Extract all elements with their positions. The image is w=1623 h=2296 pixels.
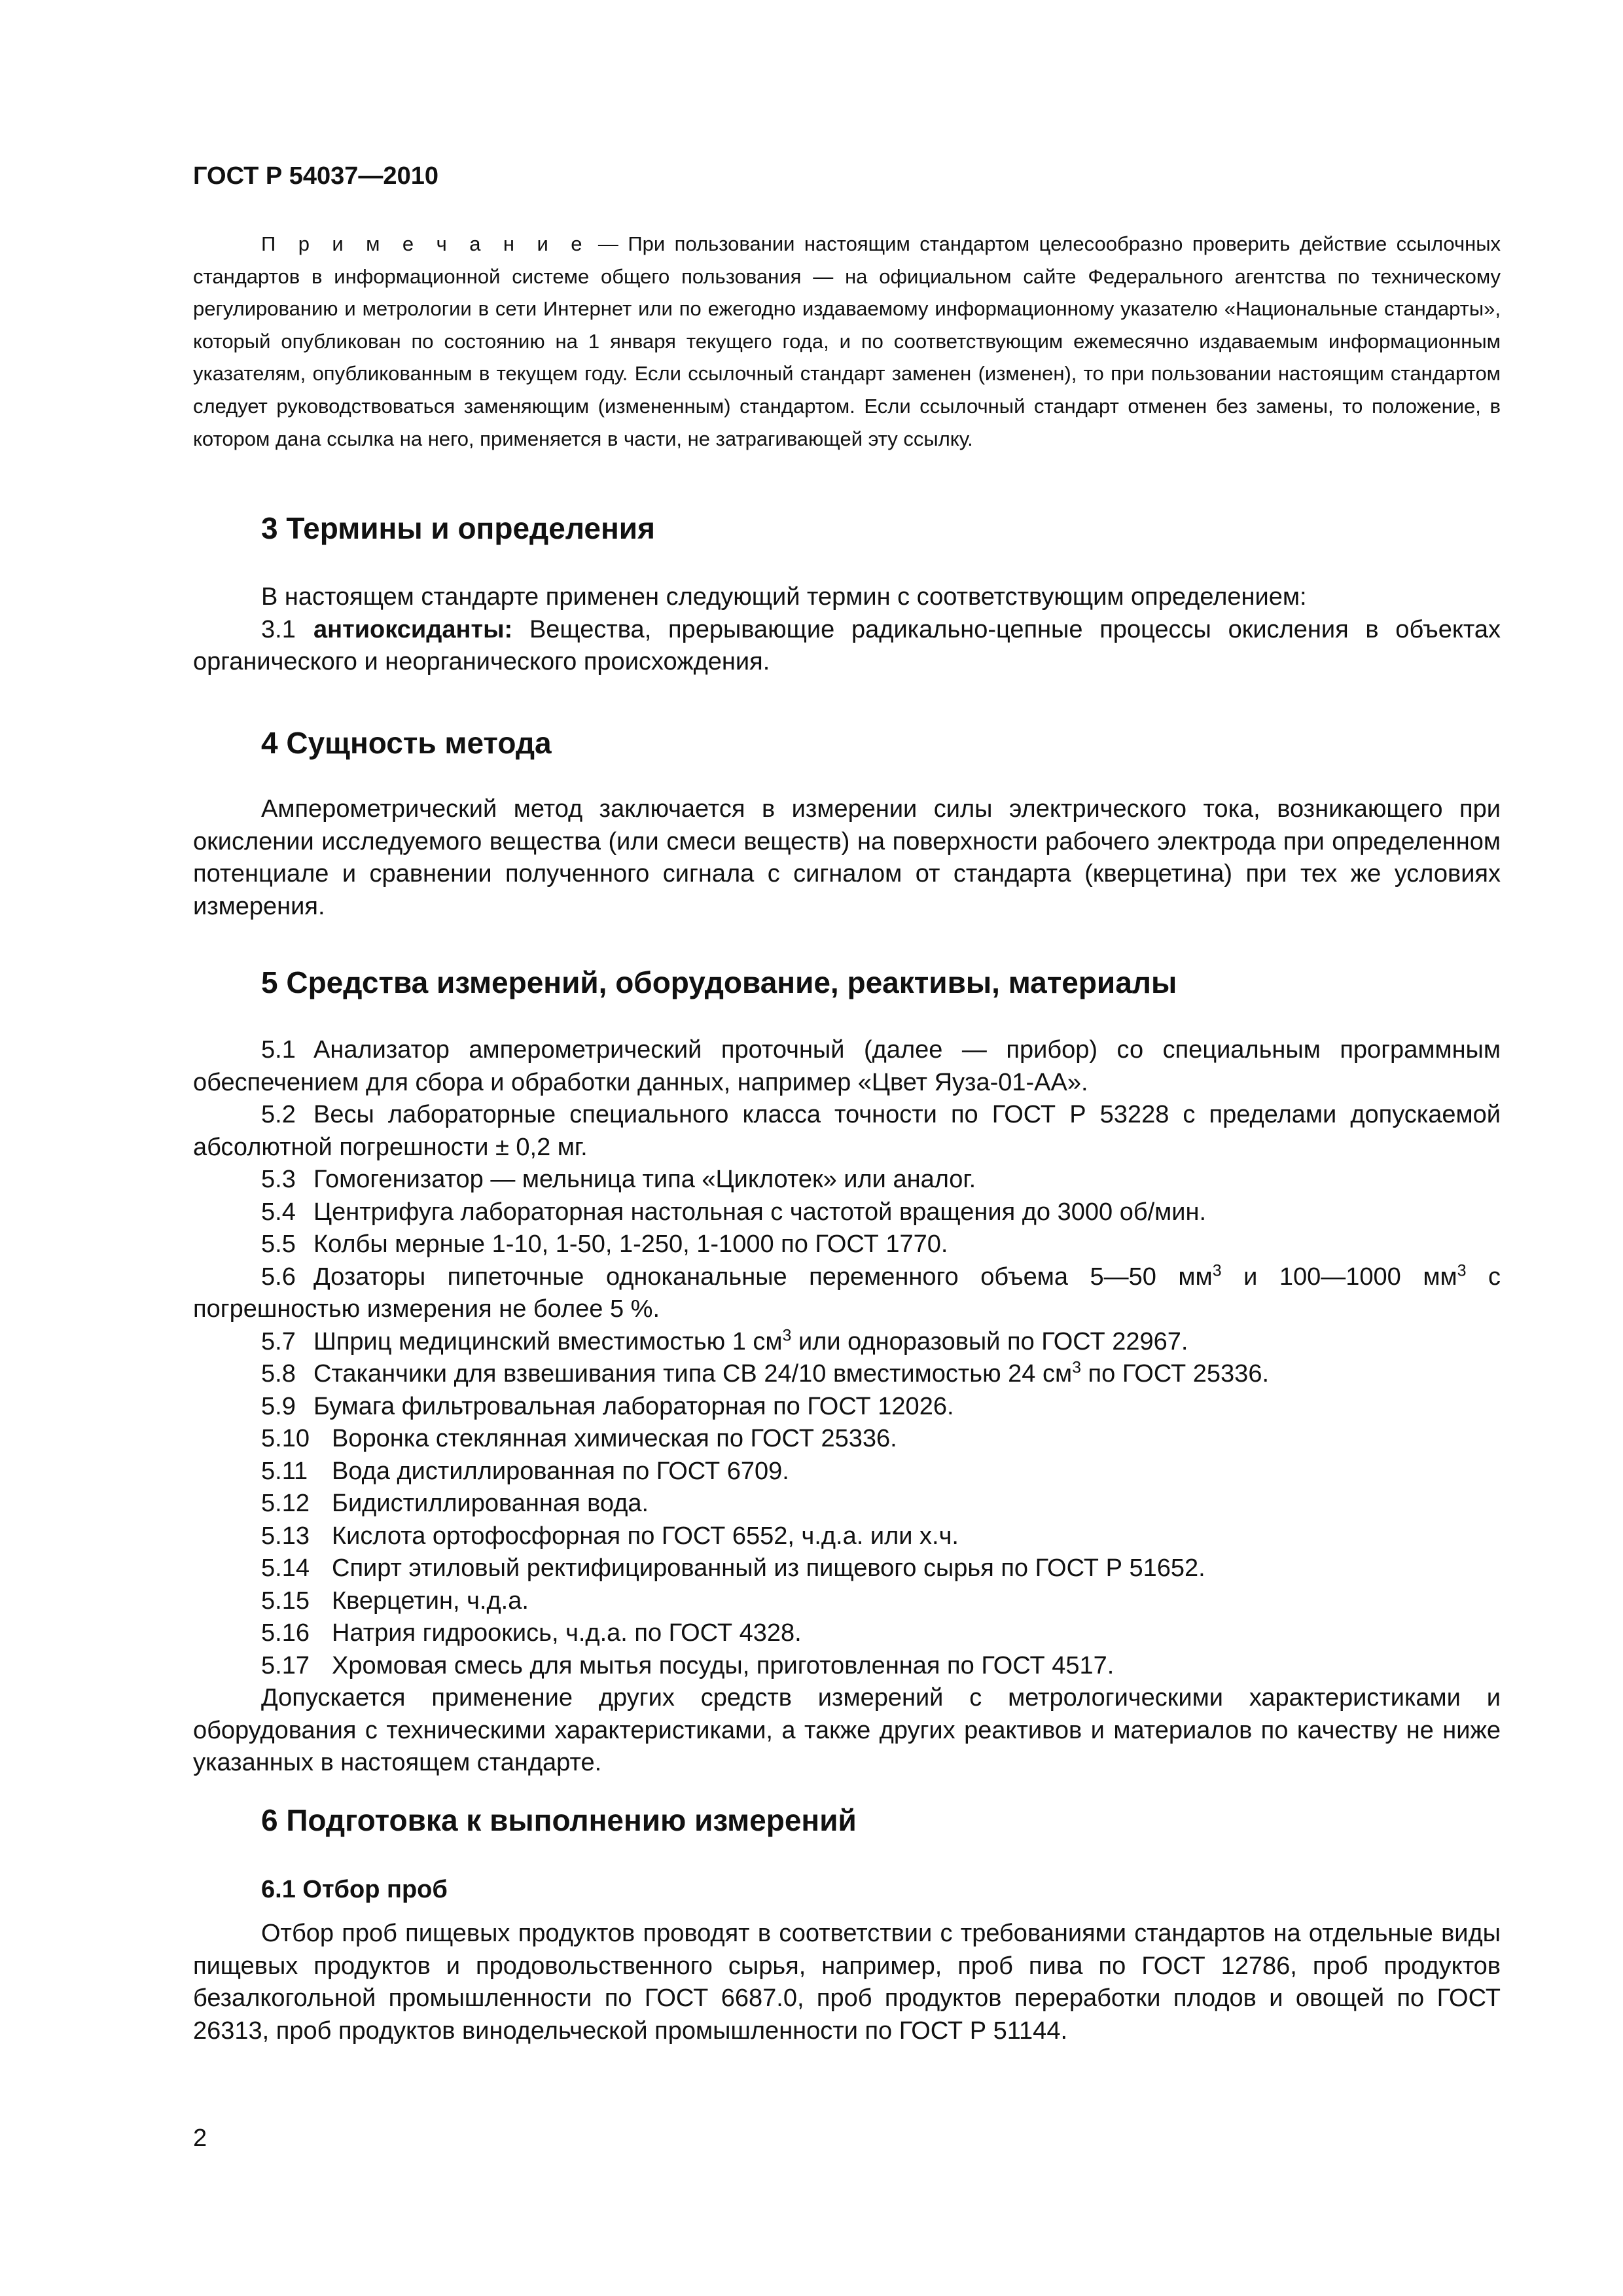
page-number: 2 bbox=[193, 2125, 207, 2152]
section-6-text: Отбор проб пищевых продуктов проводят в соответствии с требованиями стандартов на отдельные виды пищевых продуктов и продовольственного сырья, например, проб пива по ГОСТ 12786, проб продуктов безалкогольной промышленности по ГОСТ 6687.0, проб продуктов переработки плодов и овощей по ГОСТ 26313, проб продуктов винодельческой промышленности по ГОСТ Р 51144. bbox=[193, 1920, 1501, 2045]
list-item bbox=[193, 1552, 1501, 1585]
section-6-1-title: 6.1 Отбор проб bbox=[261, 1876, 448, 1903]
item-number: 5.5 bbox=[261, 1230, 296, 1258]
section-4-title: 4 Сущность метода bbox=[261, 726, 552, 760]
item-number: 5.16 bbox=[261, 1619, 310, 1647]
section-5-body bbox=[193, 1034, 1501, 1780]
list-item bbox=[193, 1099, 1501, 1164]
item-number: 5.7 bbox=[261, 1327, 296, 1355]
list-item bbox=[193, 1617, 1501, 1650]
item-text: Натрия гидроокись, ч.д.а. по ГОСТ 4328. bbox=[332, 1619, 802, 1647]
item-text: с погрешностью измерения не более 5 %. bbox=[193, 1263, 1501, 1323]
superscript: 3 bbox=[1212, 1261, 1222, 1280]
item-text: Воронка стеклянная химическая по ГОСТ 25336. bbox=[332, 1425, 897, 1452]
list-item bbox=[193, 1261, 1501, 1326]
item-text: Стаканчики для взвешивания типа СВ 24/10 вместимостью 24 см bbox=[313, 1360, 1073, 1388]
item-text: и 100—1000 мм bbox=[1221, 1263, 1457, 1291]
item-number: 5.6 bbox=[261, 1263, 296, 1291]
item-number: 5.10 bbox=[261, 1425, 310, 1452]
item-text: Кислота ортофосфорная по ГОСТ 6552, ч.д.а. или х.ч. bbox=[332, 1522, 959, 1550]
superscript: 3 bbox=[782, 1325, 792, 1344]
item-text: Кверцетин, ч.д.а. bbox=[332, 1587, 529, 1615]
item-text: Колбы мерные 1-10, 1-50, 1-250, 1-1000 по ГОСТ 1770. bbox=[313, 1230, 948, 1258]
item-number: 5.12 bbox=[261, 1490, 310, 1517]
list-item bbox=[193, 1423, 1501, 1456]
item-number: 5.8 bbox=[261, 1360, 296, 1388]
item-text: Дозаторы пипеточные одноканальные переменного объема 5—50 мм bbox=[313, 1263, 1213, 1291]
section-3-title: 3 Термины и определения bbox=[261, 511, 655, 545]
item-number: 5.4 bbox=[261, 1198, 296, 1226]
item-text: Центрифуга лабораторная настольная с частотой вращения до 3000 об/мин. bbox=[313, 1198, 1207, 1226]
item-text: Хромовая смесь для мытья посуды, приготовленная по ГОСТ 4517. bbox=[332, 1651, 1115, 1679]
item-text: Весы лабораторные специального класса точности по ГОСТ Р 53228 с пределами допускаемой абсолютной погрешности ± 0,2 мг. bbox=[193, 1101, 1501, 1161]
superscript: 3 bbox=[1457, 1261, 1467, 1280]
list-item bbox=[193, 1164, 1501, 1196]
note-text: — При пользовании настоящим стандартом целесообразно проверить действие ссылочных стандартов в информационной системе общего пользования — на официальном сайте Федерального агентства по техническому регулированию и метрологии в сети Интернет или по ежегодно издаваемому информационному указателю «Национальные стандарты», который опубликован по состоянию на 1 января текущего года, и по соответствующим ежемесячно издаваемым информационным указателям, опубликованным в текущем году. Если ссылочный стандарт заменен (изменен), то при пользовании настоящим стандартом следует руководствоваться заменяющим (измененным) стандартом. Если ссылочный стандарт отменен без замены, то положение, в котором дана ссылка на него, применяется в части, не затрагивающей эту ссылку. bbox=[193, 232, 1501, 450]
item-number: 5.11 bbox=[261, 1457, 308, 1485]
list-item bbox=[193, 1034, 1501, 1099]
section-4-body bbox=[193, 793, 1501, 923]
item-number: 5.2 bbox=[261, 1101, 296, 1128]
superscript: 3 bbox=[1072, 1358, 1081, 1377]
note-label: П р и м е ч а н и е bbox=[261, 232, 589, 255]
item-text: Анализатор амперометрический проточный (далее — прибор) со специальным программным обеспечением для сбора и обработки данных, например «Цвет Яуза-01-АА». bbox=[193, 1036, 1501, 1096]
item-number: 5.1 bbox=[261, 1036, 296, 1064]
section-3-intro: В настоящем стандарте применен следующий термин с соответствующим определением: bbox=[261, 583, 1307, 611]
section-4-text: Амперометрический метод заключается в измерении силы электрического тока, возникающего при окислении исследуемого вещества (или смеси веществ) на поверхности рабочего электрода при определенном потенциале и сравнении полученного сигнала с сигналом от стандарта (кверцетина) при тех же условиях измерения. bbox=[193, 795, 1501, 920]
section-3-body bbox=[193, 581, 1501, 679]
item-text: по ГОСТ 25336. bbox=[1081, 1360, 1270, 1388]
list-item bbox=[193, 1585, 1501, 1618]
item-number: 5.14 bbox=[261, 1554, 310, 1582]
item-text: Спирт этиловый ректифицированный из пищевого сырья по ГОСТ Р 51652. bbox=[332, 1554, 1205, 1582]
list-item bbox=[193, 1520, 1501, 1553]
list-item bbox=[193, 1326, 1501, 1359]
list-item bbox=[193, 1229, 1501, 1261]
item-text: Гомогенизатор — мельница типа «Циклотек» или аналог. bbox=[313, 1166, 976, 1193]
list-item bbox=[193, 1488, 1501, 1520]
list-item bbox=[193, 1650, 1501, 1683]
note-paragraph bbox=[193, 228, 1501, 455]
section-5-title: 5 Средства измерений, оборудование, реактивы, материалы bbox=[261, 965, 1177, 999]
item-number: 3.1 bbox=[261, 615, 296, 643]
list-item bbox=[193, 1358, 1501, 1391]
item-text: или одноразовый по ГОСТ 22967. bbox=[791, 1327, 1188, 1355]
item-number: 5.13 bbox=[261, 1522, 310, 1550]
item-number: 5.9 bbox=[261, 1392, 296, 1420]
list-item bbox=[193, 1456, 1501, 1488]
item-number: 5.15 bbox=[261, 1587, 310, 1615]
section-3-item-3-1 bbox=[193, 614, 1501, 679]
item-text: Вода дистиллированная по ГОСТ 6709. bbox=[332, 1457, 789, 1485]
item-number: 5.17 bbox=[261, 1651, 310, 1679]
section-5-closing: Допускается применение других средств измерений с метрологическими характеристиками и оборудования с техническими характеристиками, а также других реактивов и материалов по качеству не ниже указанных в настоящем стандарте. bbox=[193, 1684, 1501, 1776]
list-item bbox=[193, 1391, 1501, 1424]
item-text: Бидистиллированная вода. bbox=[332, 1490, 649, 1517]
item-number: 5.3 bbox=[261, 1166, 296, 1193]
item-text: Бумага фильтровальная лабораторная по ГОСТ 12026. bbox=[313, 1392, 954, 1420]
section-6-body bbox=[193, 1918, 1501, 2047]
note-block bbox=[193, 228, 1501, 455]
definition: Вещества, прерывающие радикально-цепные процессы окисления в объектах органического и неорганического происхождения. bbox=[193, 615, 1501, 675]
list-item bbox=[193, 1196, 1501, 1229]
section-6-title: 6 Подготовка к выполнению измерений bbox=[261, 1803, 857, 1837]
document-header: ГОСТ Р 54037—2010 bbox=[193, 162, 438, 190]
term: антиоксиданты: bbox=[313, 615, 513, 643]
item-text: Шприц медицинский вместимостью 1 см bbox=[313, 1327, 783, 1355]
